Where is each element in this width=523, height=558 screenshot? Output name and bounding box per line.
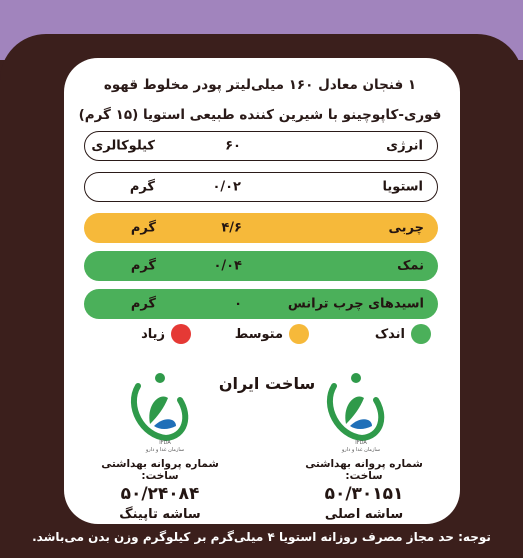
legend-high-label: زیاد [141,326,165,342]
logo-abbr-right: IFDA [355,440,367,446]
serving-title-line2: فوری-کاپوچینو با شیرین کننده طبیعی استویا (۱۵ گرم) [78,107,442,123]
license-type: ساشه اصلی [324,507,404,522]
license-label: شماره پروانه بهداشتی ساخت: [101,458,219,482]
green-dot-icon [411,324,431,344]
license-block-main [294,458,434,522]
nutrient-value: ۰/۰۴ [213,258,242,274]
nutrient-value: ۰/۰۲ [212,179,241,195]
serving-title-line1: ۱ فنجان معادل ۱۶۰ میلی‌لیتر پودر مخلوط قهوه [103,77,417,93]
nutrient-row-energy [84,131,438,161]
logo-label-right: سازمان غذا و دارو [341,447,381,453]
nutrient-name: اسیدهای چرب ترانس [287,296,424,312]
nutrient-row-trans-fat [84,289,438,319]
nutrient-unit: گرم [130,220,156,236]
legend-low-label: اندک [374,326,405,342]
legend-medium [235,324,309,344]
nutrient-unit: کیلوکالری [91,138,155,154]
nutrient-value: ۰ [234,296,242,312]
nutrient-row-stevia [84,172,438,202]
nutrient-name: چربی [388,220,424,236]
logo-label-left: سازمان غذا و دارو [145,447,185,453]
license-type: ساشه تاپینگ [119,507,201,522]
nutrient-unit: گرم [130,258,156,274]
license-label: شماره پروانه بهداشتی ساخت: [305,458,423,482]
legend-low [375,324,431,344]
legend-high [141,324,191,344]
license-number: ۵۰/۳۰۱۵۱ [324,484,404,504]
logo-abbr-left: IFDA [159,440,171,446]
nutrient-value: ۴/۶ [221,220,242,236]
nutrient-value: ۶۰ [225,138,241,154]
nutrient-unit: گرم [130,296,156,312]
nutrient-row-fat [84,213,438,243]
nutrient-name: نمک [397,258,424,274]
license-number: ۵۰/۲۴۰۸۴ [120,484,200,504]
ifda-logo-icon [124,366,192,448]
red-dot-icon [171,324,191,344]
serving-title [75,70,445,130]
legend-medium-label: متوسط [234,326,283,342]
nutrient-name: استویا [382,179,423,195]
nutrient-name: انرژی [386,138,423,154]
nutrient-row-salt [84,251,438,281]
yellow-dot-icon [289,324,309,344]
stevia-footnote: توجه: حد مجاز مصرف روزانه استویا ۴ میلی‌گرم بر کیلوگرم وزن بدن می‌باشد. [32,530,491,544]
license-block-topping [90,458,230,522]
made-in-label: ساخت ایران [218,374,316,393]
ifda-logo-icon [320,366,388,448]
nutrient-unit: گرم [129,179,155,195]
